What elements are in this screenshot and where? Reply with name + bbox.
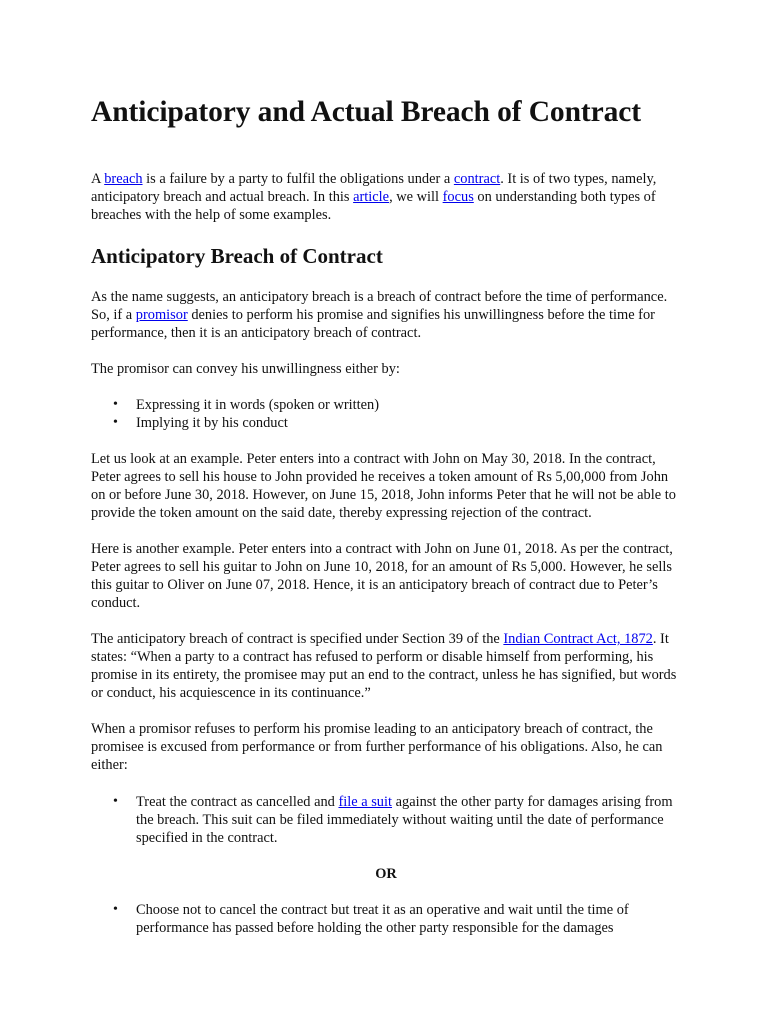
options-list-2: [91, 901, 681, 937]
promisor-link[interactable]: promisor: [135, 307, 188, 323]
file-a-suit-link[interactable]: file a suit: [338, 794, 393, 810]
paragraph-example-guitar: Here is another example. Peter enters into a contract with John on June 01, 2018. As per the contract, Peter agrees to sell his guitar to John on June 10, 2018, for an amount of Rs 5,000. However, he sells this guitar to Oliver on June 07, 2018. Hence, it is an anticipatory breach of contract due to Peter’s conduct.: [91, 541, 673, 611]
list-item: • Implying it by his conduct: [91, 414, 681, 432]
paragraph-convey: The promisor can convey his unwillingness either by:: [91, 361, 400, 377]
or-separator: OR: [375, 866, 397, 882]
article-link[interactable]: article: [353, 189, 390, 205]
focus-link[interactable]: focus: [442, 189, 474, 205]
paragraph-definition: As the name suggests, an anticipatory breach is a breach of contract before the time of performance. So, if a promisor denies to perform his promise and signifies his unwillingness before the time for performance, then it is an anticipatory breach of contract.: [91, 289, 668, 341]
intro-paragraph: A breach is a failure by a party to fulfil the obligations under a contract. It is of two types, namely, anticipatory breach and actual breach. In this article, we will focus on understanding both types of breaches with the help of some examples.: [91, 171, 657, 223]
page-title: Anticipatory and Actual Breach of Contract: [91, 96, 641, 128]
list-item: • Choose not to cancel the contract but treat it as an operative and wait until the time of performance has passed before holding the other party responsible for the damages: [91, 901, 681, 937]
list-item: • Expressing it in words (spoken or written): [91, 396, 681, 414]
paragraph-example-house: Let us look at an example. Peter enters into a contract with John on May 30, 2018. In the contract, Peter agrees to sell his house to John provided he receives a token amount of Rs 5,00,000 from John on or before June 30, 2018. However, on June 15, 2018, John informs Peter that he will not be able to provide the token amount on the said date, thereby expressing rejection of the contract.: [91, 451, 676, 521]
options-list-1: [91, 793, 681, 847]
article-content: [91, 92, 681, 937]
contract-link[interactable]: contract: [453, 171, 501, 187]
paragraph-section-39: The anticipatory breach of contract is specified under Section 39 of the Indian Contract Act, 1872. It states: “When a party to a contract has refused to perform or disable himself from performing, his promise in its entirety, the promisee may put an end to the contract, unless he has signified, but words or conduct, his acquiescence in its continuance.”: [91, 631, 677, 701]
list-item: • Treat the contract as cancelled and file a suit against the other party for damages arising from the breach. This suit can be filed immediately without waiting until the date of performance specified in the contract.: [91, 793, 681, 847]
indian-contract-act-link[interactable]: Indian Contract Act, 1872: [503, 631, 653, 647]
breach-link[interactable]: breach: [104, 171, 143, 187]
section-heading-anticipatory: Anticipatory Breach of Contract: [91, 244, 383, 268]
paragraph-promisee-options: When a promisor refuses to perform his promise leading to an anticipatory breach of contract, the promisee is excused from performance or from further performance of his obligations. Also, he can either:: [91, 721, 663, 773]
unwillingness-list: [91, 396, 681, 432]
